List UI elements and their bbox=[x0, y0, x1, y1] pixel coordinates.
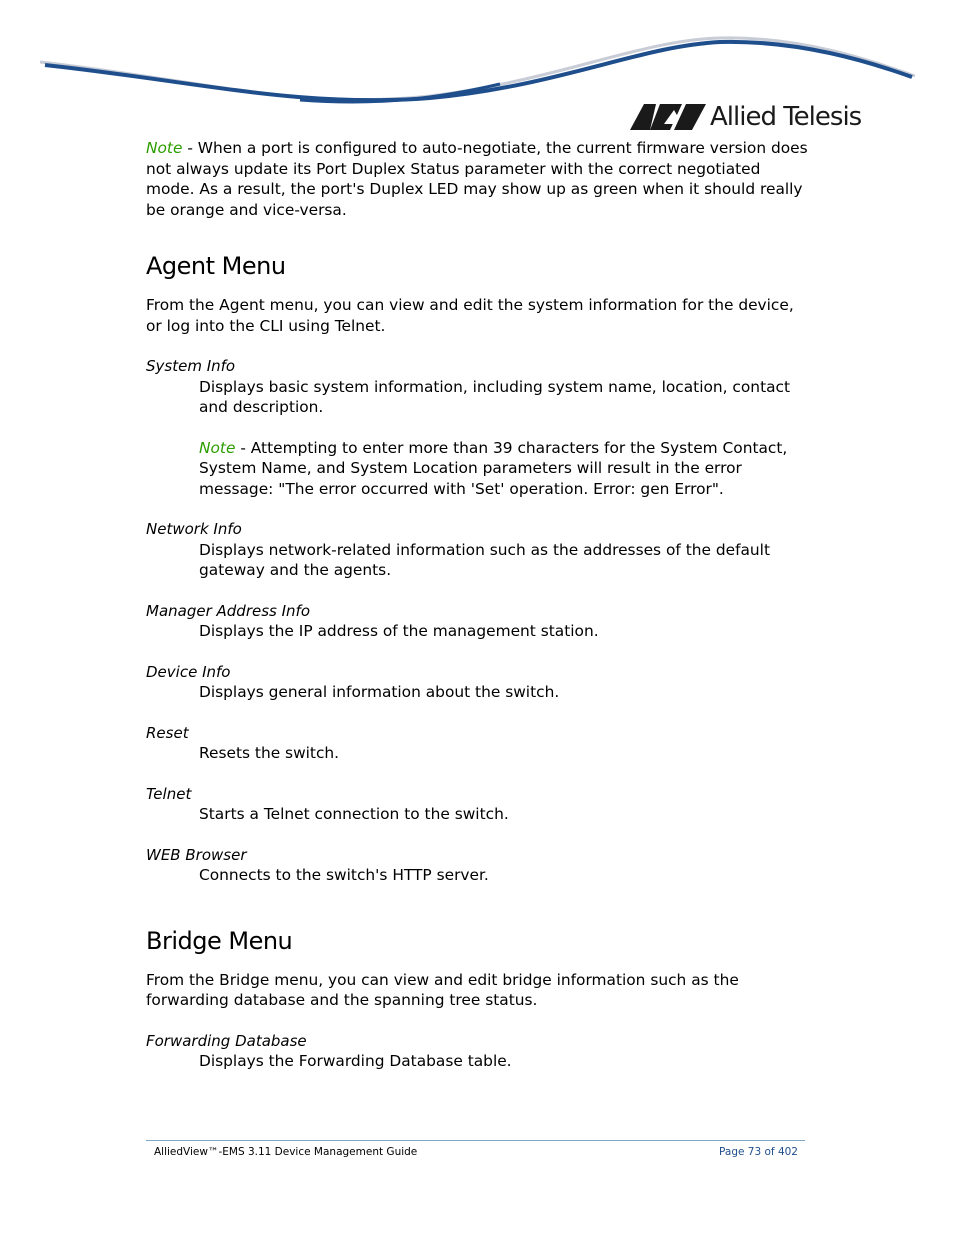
term-manager-address-info: Manager Address Info bbox=[146, 601, 311, 620]
bridge-menu-intro: From the Bridge menu, you can view and edit bridge information such as the forwarding database and the spanning tree status. bbox=[146, 970, 739, 1009]
term-telnet: Telnet bbox=[146, 784, 192, 803]
footer-title: AlliedView™-EMS 3.11 Device Management Guide bbox=[154, 1146, 418, 1158]
page-content bbox=[146, 138, 810, 1072]
footer-page-number: Page 73 of 402 bbox=[719, 1146, 798, 1158]
desc-reset: Resets the switch. bbox=[199, 744, 340, 762]
at-logo-mark-icon bbox=[630, 104, 706, 130]
agent-menu-heading: Agent Menu bbox=[146, 252, 286, 280]
desc-system-info: Displays basic system information, including system name, location, contact and description. bbox=[199, 377, 791, 416]
term-forwarding-database: Forwarding Database bbox=[146, 1031, 307, 1050]
footer-divider bbox=[146, 1140, 805, 1141]
logo-text: Allied Telesis bbox=[710, 102, 862, 132]
desc-device-info: Displays general information about the switch. bbox=[199, 683, 560, 701]
agent-menu-intro: From the Agent menu, you can view and edit the system information for the device, or log into the CLI using Telnet. bbox=[146, 296, 794, 335]
desc-telnet: Starts a Telnet connection to the switch. bbox=[199, 805, 509, 823]
desc-web-browser: Connects to the switch's HTTP server. bbox=[199, 866, 489, 884]
term-web-browser: WEB Browser bbox=[146, 845, 247, 864]
note-label: Note bbox=[146, 139, 183, 157]
term-network-info: Network Info bbox=[146, 520, 242, 538]
bridge-menu-heading: Bridge Menu bbox=[146, 926, 293, 955]
desc-network-info: Displays network-related information such as the addresses of the default gateway and the agents. bbox=[199, 540, 770, 579]
desc-manager-address-info: Displays the IP address of the management station. bbox=[199, 622, 599, 640]
system-info-note bbox=[199, 438, 810, 500]
term-reset: Reset bbox=[146, 723, 189, 742]
allied-telesis-logo bbox=[630, 100, 861, 134]
note-text: - Attempting to enter more than 39 characters for the System Contact, System Name, and System Location parameters will result in the error message: "The error occurred with 'Set' operation. Error: gen Error". bbox=[199, 438, 788, 498]
term-device-info: Device Info bbox=[146, 662, 231, 681]
note-label: Note bbox=[199, 438, 236, 457]
desc-forwarding-database: Displays the Forwarding Database table. bbox=[199, 1052, 512, 1070]
term-system-info: System Info bbox=[146, 357, 236, 375]
note-text: - When a port is configured to auto-negotiate, the current firmware version does not always update its Port Duplex Status parameter with the correct negotiated mode. As a result, the port's Duplex LED may show up as green when it should really be orange and vice-versa. bbox=[146, 139, 808, 219]
intro-note bbox=[146, 138, 810, 220]
